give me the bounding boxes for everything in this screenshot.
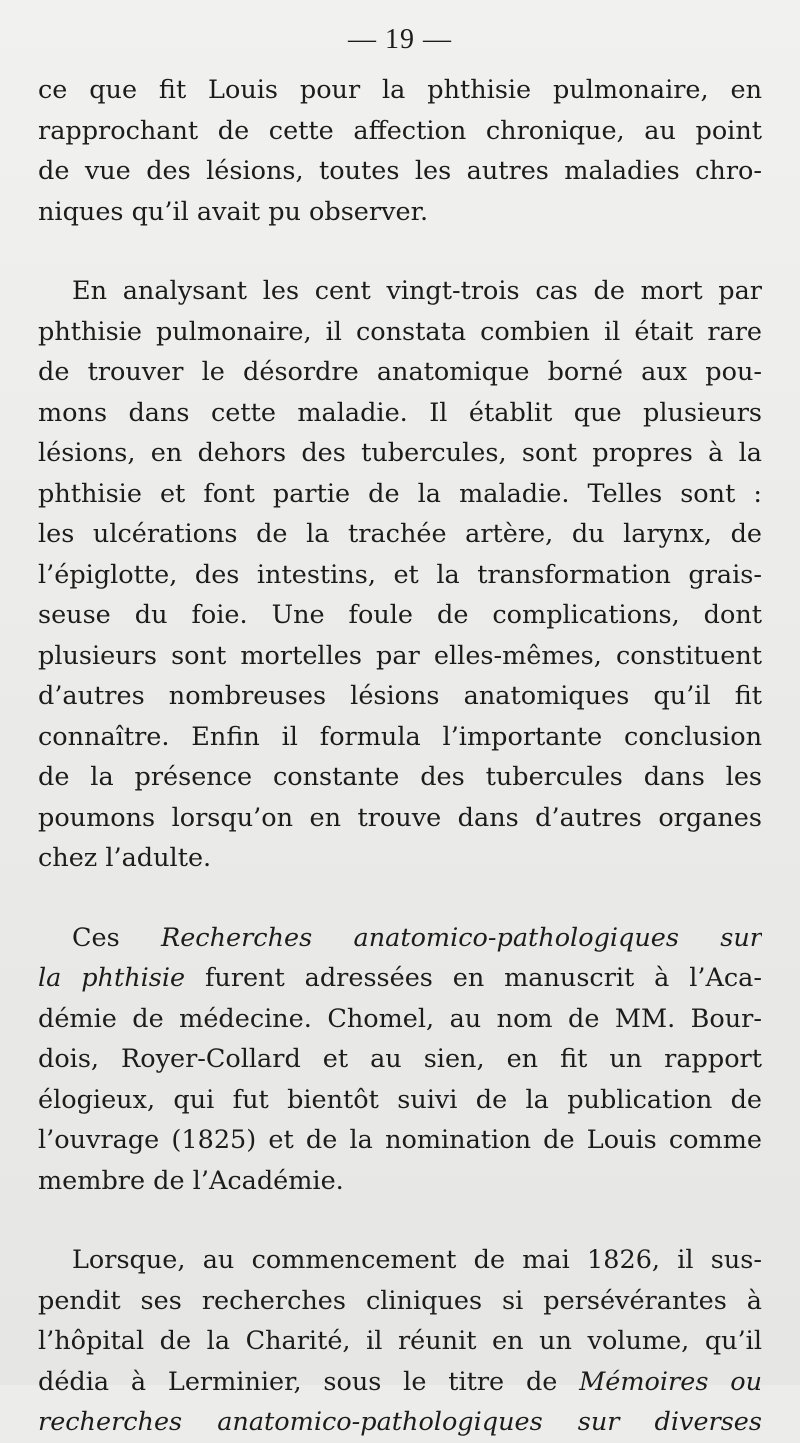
- text-line: démie de médecine. Chomel, au nom de MM. Bour-: [38, 1003, 762, 1034]
- text-line: niques qu’il avait pu observer.: [38, 196, 429, 227]
- page-number: — 19 —: [348, 24, 452, 55]
- paragraph-gap: [38, 232, 762, 271]
- italic-title-text: recherches anatomico-pathologiques sur diverses: [38, 1407, 762, 1437]
- body-text: [38, 70, 762, 1443]
- text-line: [38, 1402, 762, 1443]
- text-line: poumons lorsqu’on en trouve dans d’autres organes: [38, 802, 762, 833]
- text-line: lésions, en dehors des tubercules, sont propres à la: [38, 438, 762, 468]
- text-line: dois, Royer-Collard et au sien, en fit un rapport: [38, 1044, 762, 1074]
- text-line: Ces Recherches anatomico-pathologiques sur: [72, 922, 762, 953]
- text-line: phthisie pulmonaire, il constata combien il était rare: [38, 316, 762, 347]
- text-line: l’ouvrage (1825) et de la nomination de Louis comme: [38, 1125, 762, 1155]
- paragraph: [38, 918, 762, 1202]
- text-line: pendit ses recherches cliniques si persévérantes à: [38, 1285, 762, 1316]
- text-line: phthisie et font partie de la maladie. Telles sont :: [38, 478, 762, 509]
- text-line: élogieux, qui fut bientôt suivi de la publication de: [38, 1084, 762, 1115]
- text-line: dédia à Lerminier, sous le titre de Mémoires ou: [38, 1366, 762, 1397]
- text-line: En analysant les cent vingt-trois cas de mort par: [72, 276, 762, 306]
- text-line: de la présence constante des tubercules dans les: [38, 762, 762, 792]
- text-line: membre de l’Académie.: [38, 1165, 344, 1196]
- text-line: l’épiglotte, des intestins, et la transformation grais-: [38, 559, 762, 590]
- text-line: Lorsque, au commencement de mai 1826, il sus-: [72, 1245, 762, 1275]
- text-line: les ulcérations de la trachée artère, du larynx, de: [38, 519, 762, 549]
- text-line: plusieurs sont mortelles par elles-mêmes, constituent: [38, 640, 762, 671]
- text-line: d’autres nombreuses lésions anatomiques qu’il fit: [38, 681, 762, 711]
- text-line: seuse du foie. Une foule de complications, dont: [38, 600, 762, 630]
- text-line: rapprochant de cette affection chronique, au point: [38, 115, 762, 146]
- paragraph-gap: [38, 879, 762, 918]
- text-line: ce que fit Louis pour la phthisie pulmonaire, en: [38, 75, 762, 105]
- text-line: l’hôpital de la Charité, il réunit en un volume, qu’il: [38, 1326, 762, 1356]
- paragraph: [38, 271, 762, 879]
- paragraph-gap: [38, 1201, 762, 1240]
- paragraph: [38, 70, 762, 232]
- text-line: chez l’adulte.: [38, 843, 212, 873]
- italic-title-text: Recherches anatomico-pathologiques sur: [161, 922, 762, 953]
- text-line: connaître. Enfin il formula l’importante conclusion: [38, 721, 762, 752]
- text-line: de vue des lésions, toutes les autres maladies chro-: [38, 156, 762, 186]
- text-line: de trouver le désordre anatomique borné aux pou-: [38, 357, 762, 387]
- text-line: la phthisie furent adressées en manuscrit à l’Aca-: [38, 963, 762, 993]
- italic-title-text: la phthisie: [38, 963, 186, 993]
- paragraph: [38, 1240, 762, 1443]
- text-line: mons dans cette maladie. Il établit que plusieurs: [38, 397, 762, 428]
- italic-title-text: Mémoires ou: [579, 1366, 762, 1397]
